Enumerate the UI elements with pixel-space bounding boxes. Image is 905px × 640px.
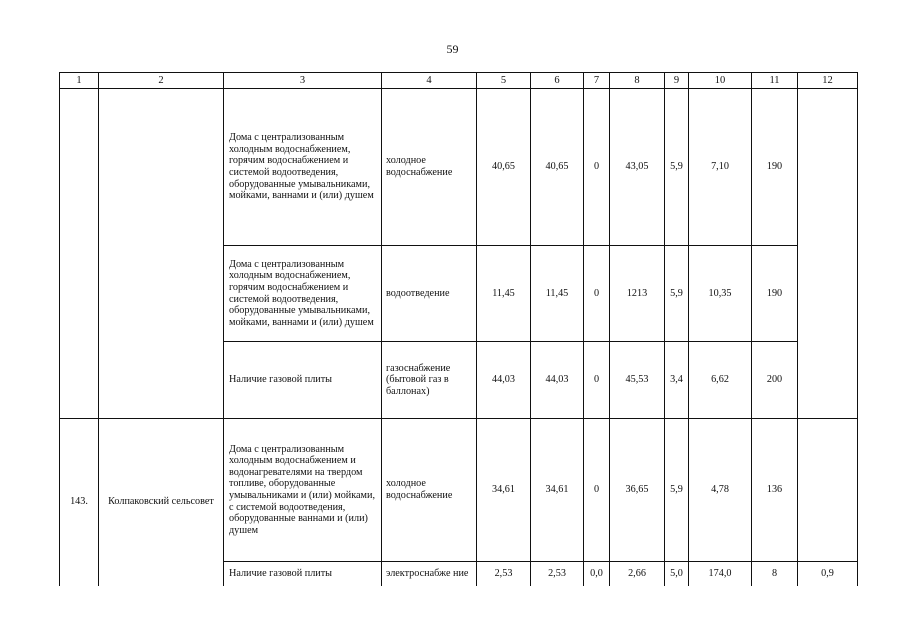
value-col-8: 43,05: [610, 89, 665, 246]
value-col-5: 34,61: [477, 419, 531, 562]
value-col-8: 36,65: [610, 419, 665, 562]
value-col-8: 45,53: [610, 342, 665, 419]
value-col-10: 4,78: [689, 419, 752, 562]
settlement-cell: [99, 89, 224, 419]
column-header: 10: [689, 73, 752, 89]
page-number: 59: [446, 42, 459, 56]
value-col-8: 2,66: [610, 562, 665, 586]
value-col-10: 7,10: [689, 89, 752, 246]
value-col-8: 1213: [610, 246, 665, 342]
value-col-12: [798, 89, 858, 419]
column-header: 6: [531, 73, 584, 89]
column-header: 1: [60, 73, 99, 89]
value-col-10: 6,62: [689, 342, 752, 419]
column-header: 2: [99, 73, 224, 89]
column-header: 11: [752, 73, 798, 89]
service-type: газоснабжение (бытовой газ в баллонах): [382, 342, 477, 419]
value-col-11: 8: [752, 562, 798, 586]
column-header: 7: [584, 73, 610, 89]
column-header: 3: [224, 73, 382, 89]
value-col-11: 190: [752, 89, 798, 246]
value-col-5: 2,53: [477, 562, 531, 586]
settlement-cell: Колпаковский сельсовет: [99, 419, 224, 586]
service-type: холодное водоснабжение: [382, 89, 477, 246]
value-col-9: 5,9: [665, 419, 689, 562]
value-col-7: 0: [584, 342, 610, 419]
value-col-6: 34,61: [531, 419, 584, 562]
value-col-5: 11,45: [477, 246, 531, 342]
column-header: 12: [798, 73, 858, 89]
value-col-12: 0,9: [798, 562, 858, 586]
value-col-11: 136: [752, 419, 798, 562]
value-col-9: 3,4: [665, 342, 689, 419]
value-col-5: 40,65: [477, 89, 531, 246]
value-col-11: 190: [752, 246, 798, 342]
value-col-9: 5,0: [665, 562, 689, 586]
value-col-9: 5,9: [665, 89, 689, 246]
column-header: 5: [477, 73, 531, 89]
value-col-6: 40,65: [531, 89, 584, 246]
column-header: 9: [665, 73, 689, 89]
value-col-6: 11,45: [531, 246, 584, 342]
header-row: [60, 73, 858, 89]
housing-description: Дома с централизованным холодным водоснабжением, горячим водоснабжением и системой водоотведения, оборудованные умывальниками, мойками, ваннами и (или) душем: [224, 89, 382, 246]
value-col-12: [798, 419, 858, 562]
service-type: водоотведение: [382, 246, 477, 342]
table-row: [60, 89, 858, 246]
value-col-5: 44,03: [477, 342, 531, 419]
value-col-9: 5,9: [665, 246, 689, 342]
housing-description: Наличие газовой плиты: [224, 342, 382, 419]
value-col-10: 10,35: [689, 246, 752, 342]
housing-description: Дома с централизованным холодным водоснабжением, горячим водоснабжением и системой водоотведения, оборудованные умывальниками, мойками, ваннами и (или) душем: [224, 246, 382, 342]
row-number-cell: [60, 89, 99, 419]
row-number-cell: 143.: [60, 419, 99, 586]
housing-description: Дома с централизованным холодным водоснабжением и водонагревателями на твердом топливе, оборудованные умывальниками и (или) мойками, с системой водоотведения, оборудованные ваннами и (или) душем: [224, 419, 382, 562]
column-header: 8: [610, 73, 665, 89]
service-type: электроснабже ние: [382, 562, 477, 586]
column-header: 4: [382, 73, 477, 89]
tariff-table: [59, 72, 858, 586]
value-col-10: 174,0: [689, 562, 752, 586]
value-col-6: 2,53: [531, 562, 584, 586]
housing-description: Наличие газовой плиты: [224, 562, 382, 586]
value-col-11: 200: [752, 342, 798, 419]
value-col-6: 44,03: [531, 342, 584, 419]
table-row: [60, 419, 858, 562]
service-type: холодное водоснабжение: [382, 419, 477, 562]
value-col-7: 0: [584, 419, 610, 562]
value-col-7: 0: [584, 246, 610, 342]
value-col-7: 0,0: [584, 562, 610, 586]
value-col-7: 0: [584, 89, 610, 246]
